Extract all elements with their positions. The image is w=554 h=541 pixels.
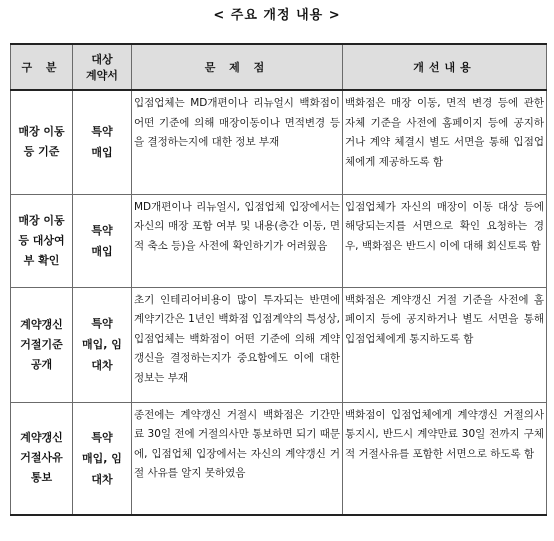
row-category: 매장 이동 등 대상여 부 확인 (11, 194, 73, 287)
row-contract-type: 특약 매입, 임 대차 (73, 287, 132, 402)
table-row (11, 194, 547, 287)
table-row (11, 402, 547, 515)
row-contract-type: 특약 매입, 임 대차 (73, 402, 132, 515)
header-problem: 문 제 점 (132, 44, 343, 90)
row-improvement: 백화점은 매장 이동, 면적 변경 등에 관한 자체 기준을 사전에 홈페이지 등에 공지하거나 계약 체결시 별도 서면을 통해 입점업체에게 제공하도록 함 (343, 90, 547, 194)
row-category: 계약갱신 거절사유 통보 (11, 402, 73, 515)
row-improvement: 백화점이 입점업체에게 계약갱신 거절의사 통지시, 반드시 계약만료 30일 전까지 구체적 거절사유를 포함한 서면으로 하도록 함 (343, 402, 547, 515)
row-problem: 입점업체는 MD개편이나 리뉴얼시 백화점이 어떤 기준에 의해 매장이동이나 면적변경 등을 결정하는지에 대한 정보 부재 (132, 90, 343, 194)
row-problem: 초기 인테리어비용이 많이 투자되는 반면에 계약기간은 1년인 백화점 입점계약의 특성상, 입점업체는 백화점이 어떤 기준에 의해 계약갱신을 결정하는지가 중요함에도 이에 대한 정보는 부재 (132, 287, 343, 402)
table-row (11, 90, 547, 194)
row-category: 매장 이동 등 기준 (11, 90, 73, 194)
table-header-row (11, 44, 547, 90)
row-improvement: 입점업체가 자신의 매장이 이동 대상 등에 해당되는지를 서면으로 확인 요청하는 경우, 백화점은 반드시 이에 대해 회신토록 함 (343, 194, 547, 287)
table-row (11, 287, 547, 402)
row-problem: 종전에는 계약갱신 거절시 백화점은 기간만료 30일 전에 거절의사만 통보하면 되기 때문에, 입점업체 입장에서는 자신의 계약갱신 거절 사유를 알지 못하였음 (132, 402, 343, 515)
row-contract-type: 특약 매입 (73, 194, 132, 287)
header-improvement: 개선내용 (343, 44, 547, 90)
row-problem: MD개편이나 리뉴얼시, 입점업체 입장에서는 자신의 매장 포함 여부 및 내용(층간 이동, 면적 축소 등)을 사전에 확인하기가 어려웠음 (132, 194, 343, 287)
row-improvement: 백화점은 계약갱신 거절 기준을 사전에 홈페이지 등에 공지하거나 별도 서면을 통해 입점업체에게 통지하도록 함 (343, 287, 547, 402)
header-contract: 대상 계약서 (73, 44, 132, 90)
row-category: 계약갱신 거절기준 공개 (11, 287, 73, 402)
page-title: < 주요 개정 내용 > (213, 8, 341, 23)
header-category: 구 분 (11, 44, 73, 90)
revision-table (10, 43, 547, 516)
row-contract-type: 특약 매입 (73, 90, 132, 194)
